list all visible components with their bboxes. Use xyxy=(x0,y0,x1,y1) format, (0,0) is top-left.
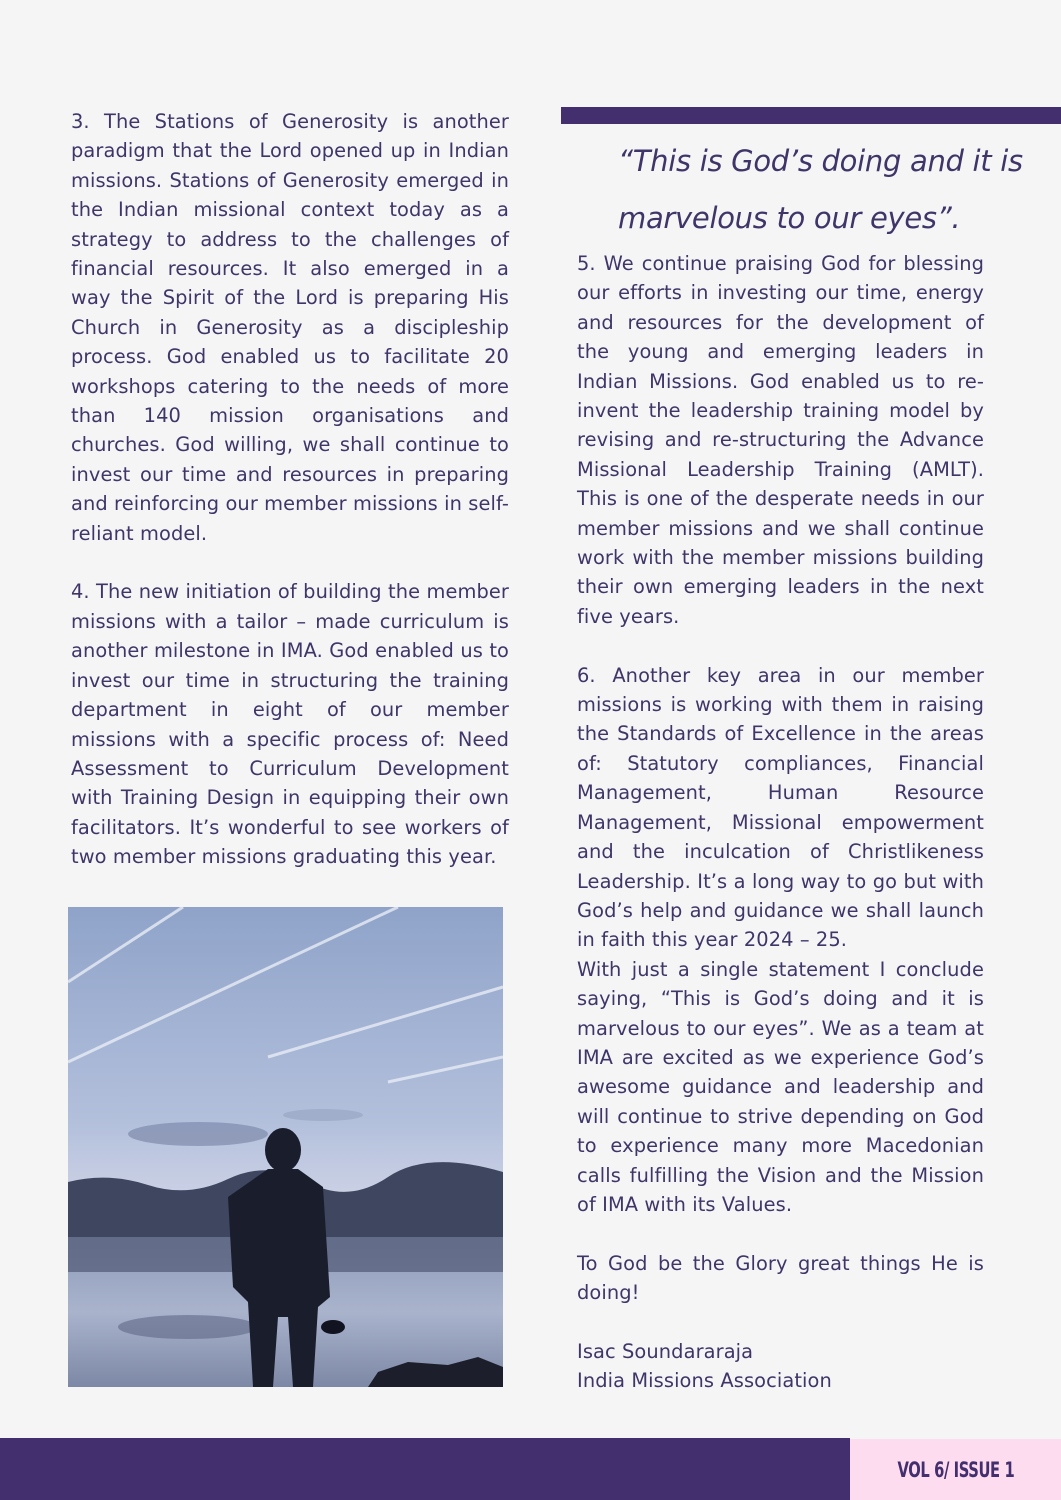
cloud xyxy=(283,1109,363,1121)
cloud-reflection xyxy=(118,1315,258,1339)
left-column xyxy=(71,107,509,872)
paragraph-3: 3. The Stations of Generosity is another paradigm that the Lord opened up in Indian missions. Stations of Generosity emerged in the Indian missional context today as a strategy to address to the challenges of financial resources. It also emerged in a way the Spirit of the Lord is preparing His Church in Generosity as a discipleship process. God enabled us to facilitate 20 workshops catering to the needs of more than 140 mission organisations and churches. God willing, we shall continue to invest our time and resources in preparing and reinforcing our member missions in self-reliant model. xyxy=(71,110,509,545)
cloud xyxy=(128,1122,268,1146)
photo-man-by-lake xyxy=(68,907,503,1387)
pull-quote-line-2: marvelous to our eyes”. xyxy=(618,201,961,235)
spacer xyxy=(577,1219,984,1248)
spacer xyxy=(577,631,984,660)
paragraph-6: 6. Another key area in our member missions is working with them in raising the Standards of Excellence in the areas of: Statutory compliances, Financial Management, Human Resource Management, Missional empowerment and the inculcation of Christlikeness Leadership. It’s a long way to go but with God’s help and guidance we shall launch in faith this year 2024 – 25. xyxy=(577,663,984,952)
signature-org: India Missions Association xyxy=(577,1369,832,1393)
footer-bar xyxy=(0,1438,850,1500)
signature-name: Isac Soundararaja xyxy=(577,1339,754,1363)
spacer xyxy=(71,548,509,577)
closing-line: To God be the Glory great things He is doing! xyxy=(577,1251,984,1305)
paragraph-4: 4. The new initiation of building the member missions with a tailor – made curriculum is another milestone in IMA. God enabled us to invest our time in structuring the training department in eight of our member missions with a specific process of: Need Assessment to Curriculum Development with Training Design in equipping their own facilitators. It’s wonderful to see workers of two member missions graduating this year. xyxy=(71,580,509,869)
pull-quote-line-1: “This is God’s doing and it is xyxy=(618,144,1023,178)
paragraph-5: 5. We continue praising God for blessing our efforts in investing our time, energy and resources for the development of the young and emerging leaders in Indian Missions. God enabled us to re-invent the leadership training model by revising and re-structuring the Advance Missional Leadership Training (AMLT). This is one of the desperate needs in our member missions and we shall continue work with the member missions building their own emerging leaders in the next five years. xyxy=(577,252,984,628)
conclusion-paragraph: With just a single statement I conclude saying, “This is God’s doing and it is marvelous to our eyes”. We as a team at IMA are excited as we experience God’s awesome guidance and leadership and will continue to strive depending on God to experience many more Macedonian calls fulfilling the Vision and the Mission of IMA with its Values. xyxy=(577,957,984,1216)
issue-label: VOL 6/ ISSUE 1 xyxy=(897,1457,1014,1482)
issue-badge xyxy=(850,1439,1061,1500)
right-column xyxy=(577,249,984,1396)
spacer xyxy=(577,1308,984,1337)
pull-quote xyxy=(618,133,1048,247)
quote-accent-bar xyxy=(561,107,1061,124)
photo-illustration xyxy=(68,907,503,1387)
